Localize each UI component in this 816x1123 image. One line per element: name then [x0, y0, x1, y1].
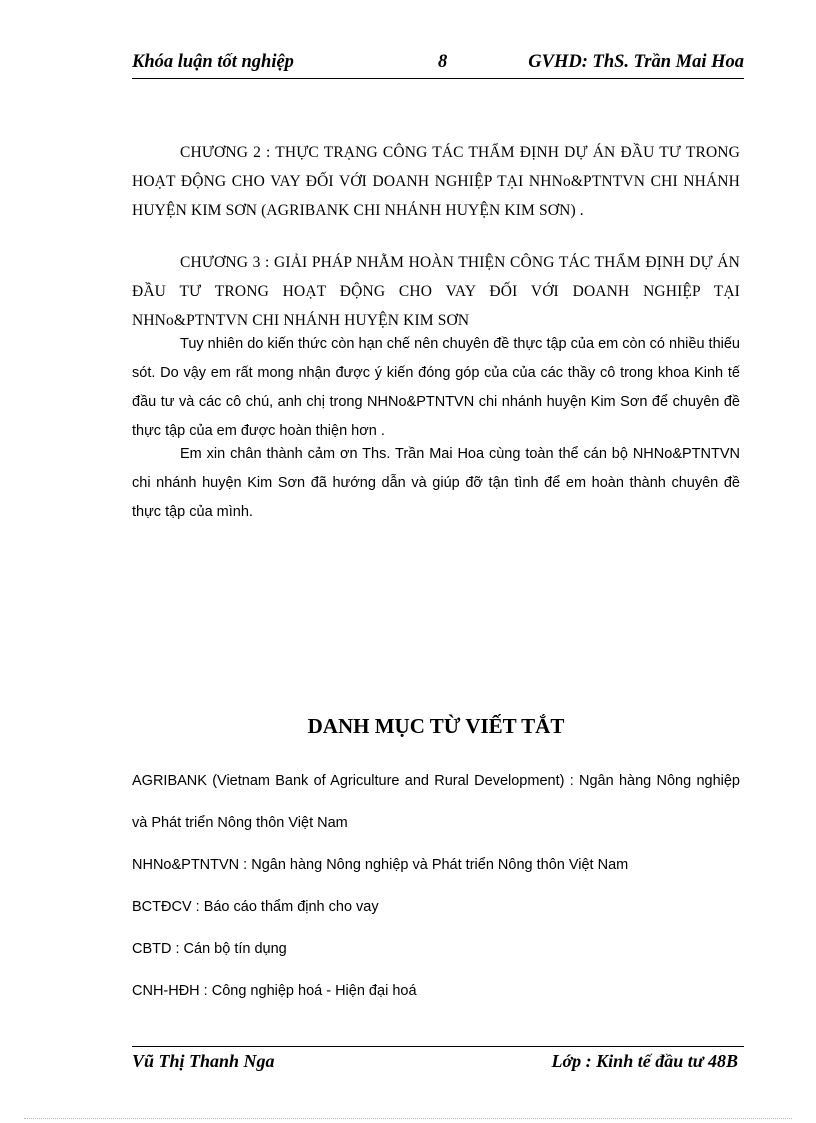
abbreviations-heading: DANH MỤC TỪ VIẾT TẮT	[307, 714, 565, 738]
chapter-3-title: CHƯƠNG 3 : GIẢI PHÁP NHẰM HOÀN THIỆN CÔNG TÁC THẨM ĐỊNH DỰ ÁN ĐẦU TƯ TRONG HOẠT ĐỘNG CHO VAY ĐỐI VỚI DOANH NGHIỆP TẠI NHNo&PTNTVN CHI NHÁNH HUYỆN KIM SƠN	[132, 254, 740, 329]
abbreviation-item-cnh-hdh: CNH-HĐH : Công nghiệp hoá - Hiện đại hoá	[132, 983, 417, 999]
page-bottom-divider	[24, 1118, 792, 1119]
paragraph-limitations: Tuy nhiên do kiến thức còn hạn chế nên chuyên đề thực tập của em còn có nhiều thiếu sót. Do vậy em rất mong nhận được ý kiến đóng góp của của các thầy cô trong khoa Kinh tế đầu tư và các cô chú, anh chị trong NHNo&PTNTVN chi nhánh huyện Kim Sơn để chuyên đề thực tập của em được hoàn thiện hơn .	[132, 336, 740, 439]
paragraph-thanks: Em xin chân thành cảm ơn Ths. Trần Mai Hoa cùng toàn thể cán bộ NHNo&PTNTVN chi nhánh huyện Kim Sơn đã hướng dẫn và giúp đỡ tận tình để em hoàn thành chuyên đề thực tập của mình.	[132, 446, 740, 520]
header-thesis-label: Khóa luận tốt nghiệp	[132, 52, 294, 72]
page-footer	[132, 1046, 744, 1075]
header-page-number: 8	[438, 52, 448, 72]
abbreviation-item-agribank: AGRIBANK (Vietnam Bank of Agriculture and Rural Development) : Ngân hàng Nông nghiệp và Phát triển Nông thôn Việt Nam	[132, 773, 740, 831]
footer-class: Lớp : Kinh tế đầu tư 48B	[551, 1051, 738, 1071]
header-advisor: GVHD: ThS. Trần Mai Hoa	[528, 52, 744, 72]
abbreviation-item-cbtd: CBTD : Cán bộ tín dụng	[132, 941, 287, 957]
chapter-2-title: CHƯƠNG 2 : THỰC TRẠNG CÔNG TÁC THẨM ĐỊNH DỰ ÁN ĐẦU TƯ TRONG HOẠT ĐỘNG CHO VAY ĐỐI VỚI DOANH NGHIỆP TẠI NHNo&PTNTVN CHI NHÁNH HUYỆN KIM SƠN (AGRIBANK CHI NHÁNH HUYỆN KIM SƠN) .	[132, 144, 740, 219]
abbreviation-item-bctdcv: BCTĐCV : Báo cáo thẩm định cho vay	[132, 899, 379, 915]
abbreviation-item-nhno: NHNo&PTNTVN : Ngân hàng Nông nghiệp và Phát triển Nông thôn Việt Nam	[132, 857, 629, 873]
page-header	[132, 50, 744, 79]
footer-author: Vũ Thị Thanh Nga	[132, 1051, 275, 1071]
